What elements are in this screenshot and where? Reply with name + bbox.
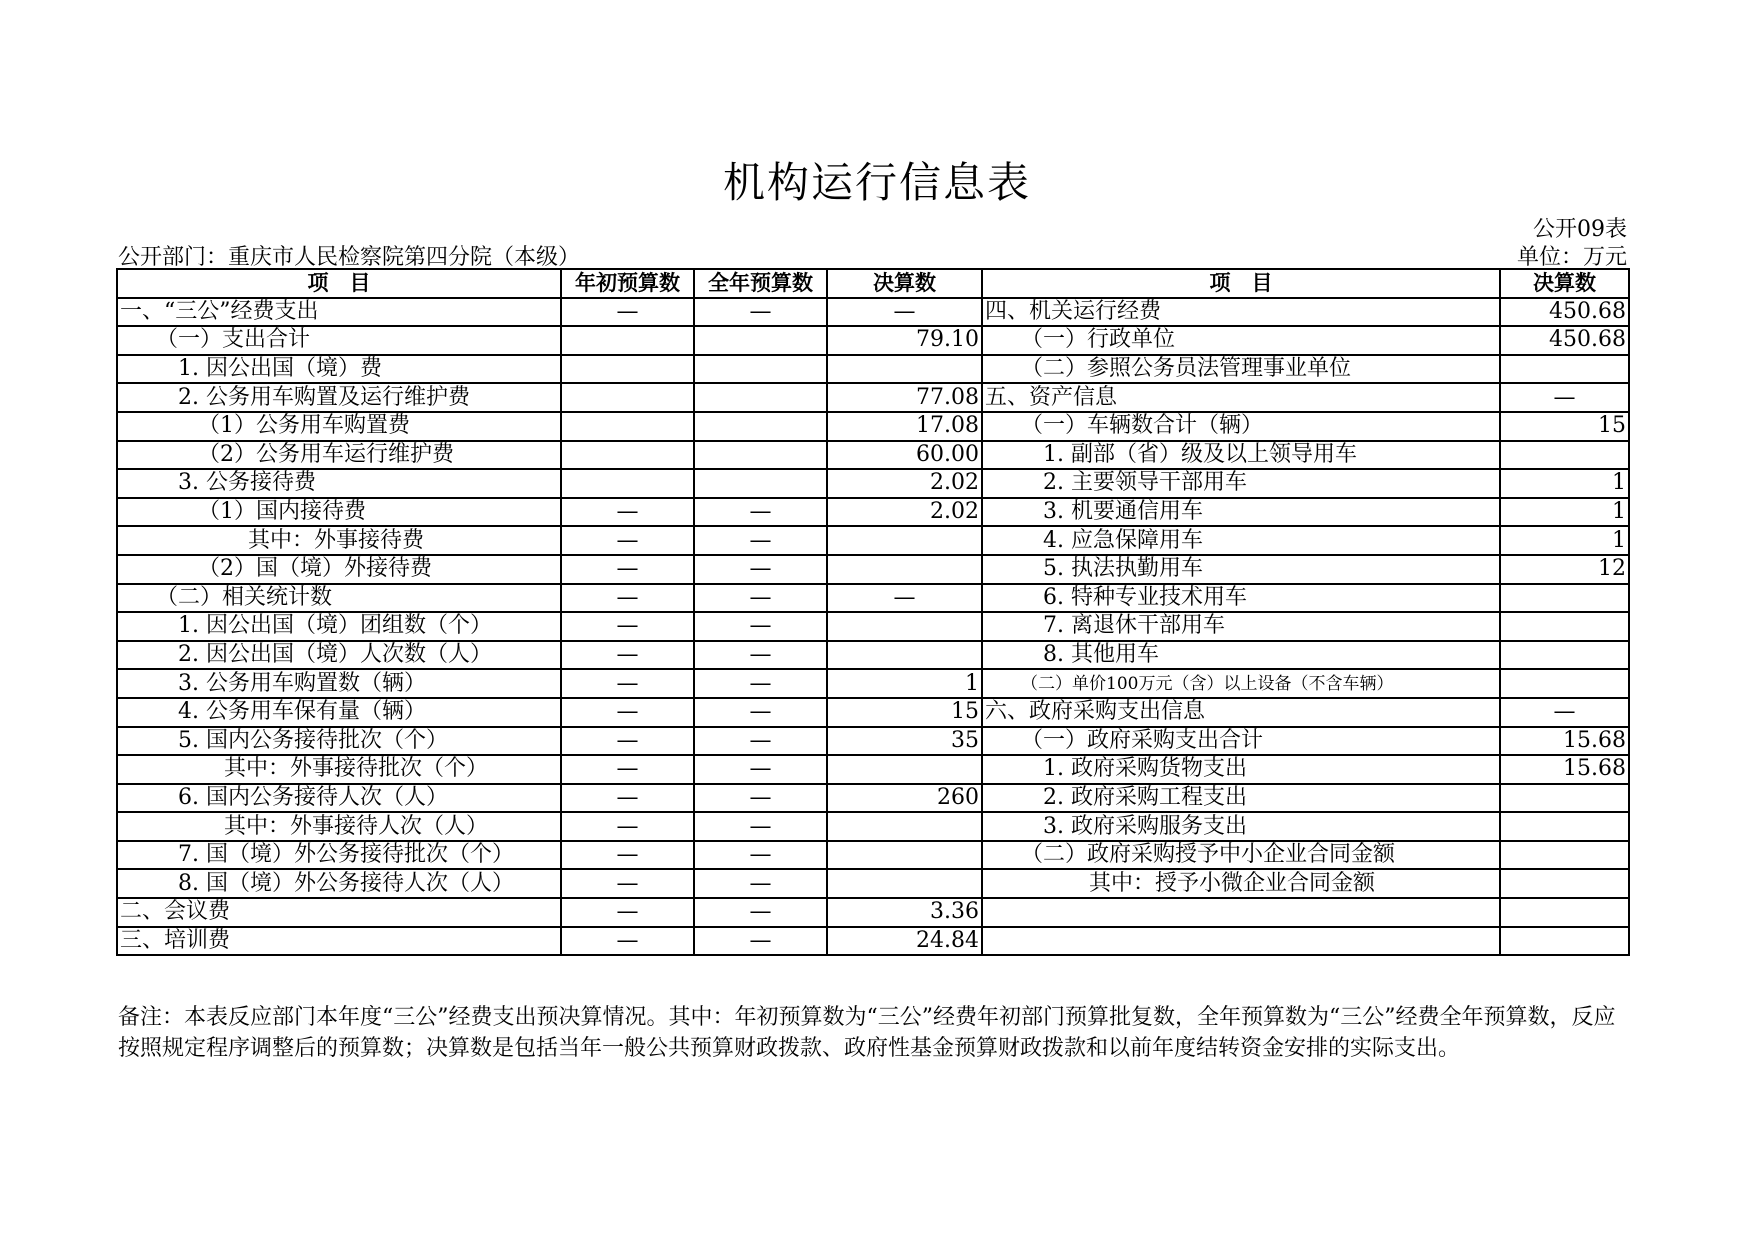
- row-budget-full: —: [694, 927, 827, 956]
- row-left-item: （2）公务用车运行维护费: [117, 441, 561, 470]
- row-budget-initial: —: [561, 869, 694, 898]
- row-final: [827, 526, 982, 555]
- row-right-item: 2. 政府采购工程支出: [982, 784, 1500, 813]
- row-budget-full: —: [694, 498, 827, 527]
- row-right-final: —: [1500, 698, 1629, 727]
- row-budget-full: —: [694, 298, 827, 327]
- row-budget-full: —: [694, 641, 827, 670]
- row-budget-initial: [561, 383, 694, 412]
- table-header-row: [117, 269, 1629, 298]
- row-right-final: —: [1500, 383, 1629, 412]
- table-row: [117, 383, 1629, 412]
- row-budget-full: [694, 383, 827, 412]
- row-right-item: 3. 机要通信用车: [982, 498, 1500, 527]
- row-budget-initial: —: [561, 927, 694, 956]
- row-budget-initial: [561, 441, 694, 470]
- row-budget-initial: —: [561, 727, 694, 756]
- row-left-item: 其中：外事接待人次（人）: [117, 812, 561, 841]
- row-right-final: 12: [1500, 555, 1629, 584]
- row-left-item: 2. 因公出国（境）人次数（人）: [117, 641, 561, 670]
- row-right-item: （二）政府采购授予中小企业合同金额: [982, 841, 1500, 870]
- row-budget-initial: [561, 326, 694, 355]
- row-right-item: 6. 特种专业技术用车: [982, 584, 1500, 613]
- row-right-item: （一）政府采购支出合计: [982, 727, 1500, 756]
- row-right-final: [1500, 669, 1629, 698]
- row-final: —: [827, 298, 982, 327]
- row-right-item: 3. 政府采购服务支出: [982, 812, 1500, 841]
- header-budget-full: 全年预算数: [694, 269, 827, 298]
- row-left-item: （一）支出合计: [117, 326, 561, 355]
- row-budget-initial: —: [561, 898, 694, 927]
- info-table: [116, 268, 1630, 956]
- table-row: [117, 812, 1629, 841]
- row-left-item: 3. 公务用车购置数（辆）: [117, 669, 561, 698]
- row-right-final: 15.68: [1500, 755, 1629, 784]
- row-final: 15: [827, 698, 982, 727]
- row-left-item: 7. 国（境）外公务接待批次（个）: [117, 841, 561, 870]
- row-budget-full: [694, 441, 827, 470]
- header-final: 决算数: [827, 269, 982, 298]
- row-budget-initial: —: [561, 698, 694, 727]
- table-row: [117, 612, 1629, 641]
- row-final: 1: [827, 669, 982, 698]
- table-row: [117, 669, 1629, 698]
- table-body: [117, 298, 1629, 956]
- table-row: [117, 755, 1629, 784]
- header-right-final: 决算数: [1500, 269, 1629, 298]
- row-budget-full: —: [694, 755, 827, 784]
- row-left-item: 1. 因公出国（境）费: [117, 355, 561, 384]
- row-right-final: 15.68: [1500, 727, 1629, 756]
- row-right-final: [1500, 784, 1629, 813]
- row-budget-initial: [561, 469, 694, 498]
- row-left-item: 6. 国内公务接待人次（人）: [117, 784, 561, 813]
- table-row: [117, 412, 1629, 441]
- row-left-item: 2. 公务用车购置及运行维护费: [117, 383, 561, 412]
- row-final: [827, 612, 982, 641]
- row-budget-full: —: [694, 841, 827, 870]
- form-number: 公开09表: [1533, 217, 1627, 242]
- department-label: 公开部门：重庆市人民检察院第四分院（本级）: [118, 245, 581, 270]
- row-final: 60.00: [827, 441, 982, 470]
- row-final: 35: [827, 727, 982, 756]
- table-row: [117, 698, 1629, 727]
- row-right-item: 五、资产信息: [982, 383, 1500, 412]
- row-left-item: 三、培训费: [117, 927, 561, 956]
- header-budget-initial: 年初预算数: [561, 269, 694, 298]
- row-left-item: （二）相关统计数: [117, 584, 561, 613]
- row-final: 24.84: [827, 927, 982, 956]
- table-row: [117, 355, 1629, 384]
- row-left-item: （1）公务用车购置费: [117, 412, 561, 441]
- row-left-item: （2）国（境）外接待费: [117, 555, 561, 584]
- row-right-final: [1500, 841, 1629, 870]
- row-final: 3.36: [827, 898, 982, 927]
- row-right-final: 1: [1500, 469, 1629, 498]
- table-row: [117, 727, 1629, 756]
- row-right-final: [1500, 441, 1629, 470]
- table-row: [117, 584, 1629, 613]
- row-right-final: 450.68: [1500, 326, 1629, 355]
- row-right-item: 5. 执法执勤用车: [982, 555, 1500, 584]
- row-budget-full: —: [694, 698, 827, 727]
- row-right-item: [982, 898, 1500, 927]
- row-right-item: 1. 政府采购货物支出: [982, 755, 1500, 784]
- table-row: [117, 869, 1629, 898]
- row-right-item: （一）行政单位: [982, 326, 1500, 355]
- row-budget-initial: —: [561, 526, 694, 555]
- row-left-item: 其中：外事接待批次（个）: [117, 755, 561, 784]
- row-budget-initial: —: [561, 841, 694, 870]
- row-budget-full: —: [694, 584, 827, 613]
- row-budget-full: —: [694, 669, 827, 698]
- row-budget-initial: —: [561, 812, 694, 841]
- row-budget-initial: —: [561, 555, 694, 584]
- row-budget-full: [694, 412, 827, 441]
- row-budget-full: —: [694, 869, 827, 898]
- table-row: [117, 927, 1629, 956]
- row-budget-initial: —: [561, 584, 694, 613]
- row-left-item: 8. 国（境）外公务接待人次（人）: [117, 869, 561, 898]
- row-right-final: 450.68: [1500, 298, 1629, 327]
- row-budget-initial: —: [561, 612, 694, 641]
- page-title: 机构运行信息表: [722, 158, 1031, 207]
- table-row: [117, 898, 1629, 927]
- row-right-final: [1500, 612, 1629, 641]
- row-right-final: 1: [1500, 526, 1629, 555]
- row-final: [827, 355, 982, 384]
- table-row: [117, 326, 1629, 355]
- footnote: 备注：本表反应部门本年度“三公”经费支出预决算情况。其中：年初预算数为“三公”经费年初部门预算批复数，全年预算数为“三公”经费全年预算数，反应按照规定程序调整后的预算数；决算数是包括当年一般公共预算财政拨款、政府性基金预算财政拨款和以前年度结转资金安排的实际支出。: [118, 1005, 1616, 1061]
- row-right-final: [1500, 898, 1629, 927]
- row-budget-full: —: [694, 526, 827, 555]
- row-budget-initial: —: [561, 498, 694, 527]
- row-right-item: （二）单价100万元（含）以上设备（不含车辆）: [982, 669, 1500, 698]
- row-budget-initial: —: [561, 298, 694, 327]
- unit-label: 单位：万元: [1516, 245, 1627, 270]
- row-right-item: 其中：授予小微企业合同金额: [982, 869, 1500, 898]
- row-right-item: 六、政府采购支出信息: [982, 698, 1500, 727]
- row-left-item: 一、“三公”经费支出: [117, 298, 561, 327]
- row-right-final: [1500, 584, 1629, 613]
- row-final: 2.02: [827, 469, 982, 498]
- row-budget-full: —: [694, 812, 827, 841]
- row-right-item: 2. 主要领导干部用车: [982, 469, 1500, 498]
- row-right-final: [1500, 927, 1629, 956]
- row-final: [827, 841, 982, 870]
- table-row: [117, 498, 1629, 527]
- header-right-item: 项 目: [982, 269, 1500, 298]
- table-row: [117, 469, 1629, 498]
- row-right-item: （二）参照公务员法管理事业单位: [982, 355, 1500, 384]
- row-final: —: [827, 584, 982, 613]
- row-right-item: 四、机关运行经费: [982, 298, 1500, 327]
- row-left-item: 1. 因公出国（境）团组数（个）: [117, 612, 561, 641]
- row-budget-full: [694, 326, 827, 355]
- row-final: 2.02: [827, 498, 982, 527]
- row-left-item: 4. 公务用车保有量（辆）: [117, 698, 561, 727]
- row-right-item: 1. 副部（省）级及以上领导用车: [982, 441, 1500, 470]
- row-budget-initial: —: [561, 784, 694, 813]
- row-right-final: 15: [1500, 412, 1629, 441]
- header-left-item: 项 目: [117, 269, 561, 298]
- row-budget-full: [694, 355, 827, 384]
- row-budget-full: —: [694, 727, 827, 756]
- table-row: [117, 841, 1629, 870]
- row-final: 77.08: [827, 383, 982, 412]
- table-row: [117, 784, 1629, 813]
- row-budget-initial: [561, 412, 694, 441]
- row-final: 260: [827, 784, 982, 813]
- row-right-item: 8. 其他用车: [982, 641, 1500, 670]
- row-right-item: 4. 应急保障用车: [982, 526, 1500, 555]
- row-final: 17.08: [827, 412, 982, 441]
- table-row: [117, 555, 1629, 584]
- row-budget-initial: —: [561, 641, 694, 670]
- row-left-item: 其中：外事接待费: [117, 526, 561, 555]
- table-row: [117, 441, 1629, 470]
- row-final: [827, 755, 982, 784]
- row-right-final: [1500, 355, 1629, 384]
- row-budget-full: —: [694, 555, 827, 584]
- table-row: [117, 526, 1629, 555]
- row-right-final: [1500, 641, 1629, 670]
- table-row: [117, 298, 1629, 327]
- row-final: [827, 641, 982, 670]
- row-right-item: 7. 离退休干部用车: [982, 612, 1500, 641]
- row-right-final: [1500, 869, 1629, 898]
- row-budget-full: —: [694, 784, 827, 813]
- row-final: [827, 869, 982, 898]
- row-right-final: 1: [1500, 498, 1629, 527]
- row-left-item: 5. 国内公务接待批次（个）: [117, 727, 561, 756]
- row-budget-full: —: [694, 898, 827, 927]
- row-left-item: （1）国内接待费: [117, 498, 561, 527]
- row-budget-initial: —: [561, 669, 694, 698]
- row-right-final: [1500, 812, 1629, 841]
- row-final: [827, 812, 982, 841]
- row-final: 79.10: [827, 326, 982, 355]
- table-row: [117, 641, 1629, 670]
- row-left-item: 二、会议费: [117, 898, 561, 927]
- row-left-item: 3. 公务接待费: [117, 469, 561, 498]
- row-budget-initial: [561, 355, 694, 384]
- row-budget-full: [694, 469, 827, 498]
- row-budget-full: —: [694, 612, 827, 641]
- row-budget-initial: —: [561, 755, 694, 784]
- row-right-item: （一）车辆数合计（辆）: [982, 412, 1500, 441]
- row-final: [827, 555, 982, 584]
- row-right-item: [982, 927, 1500, 956]
